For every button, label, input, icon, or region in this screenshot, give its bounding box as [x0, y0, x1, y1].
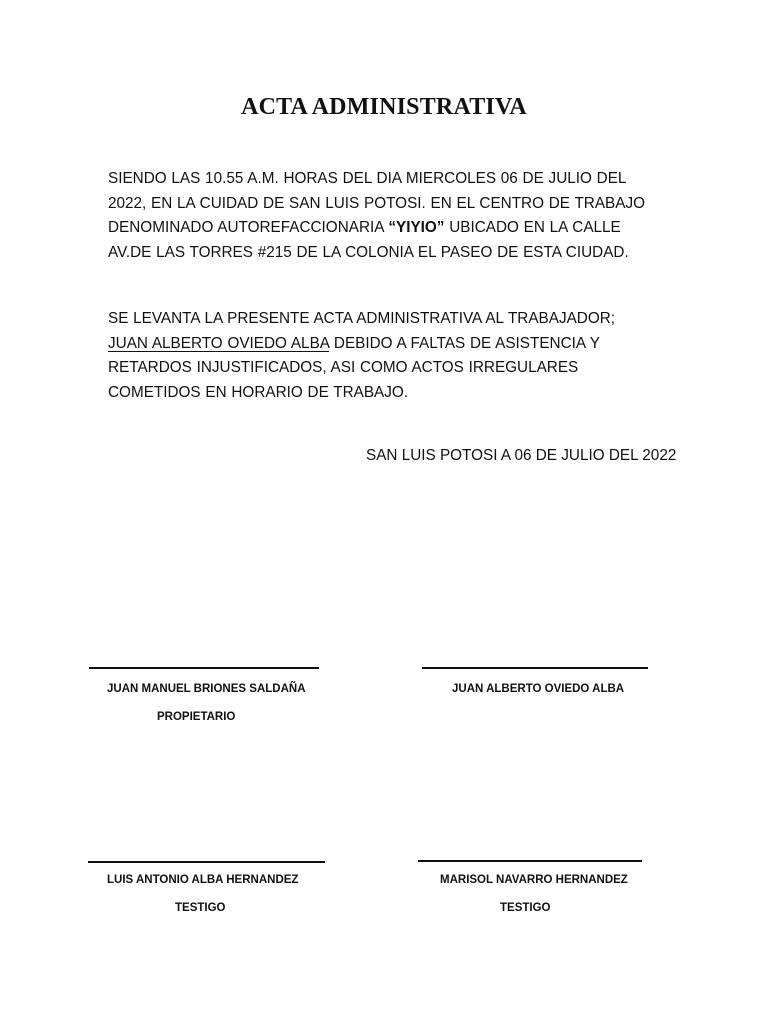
signer-name-worker: JUAN ALBERTO OVIEDO ALBA [452, 683, 625, 695]
paragraph-location-text-end: UBICADO EN LA CALLE AV.DE LAS TORRES #215 DE LA COLONIA EL PASEO DE ESTA CIUDAD. [108, 219, 629, 261]
document-title: ACTA ADMINISTRATIVA [241, 94, 527, 120]
signer-role-owner: PROPIETARIO [157, 711, 236, 723]
worker-name: JUAN ALBERTO OVIEDO ALBA [108, 334, 330, 352]
paragraph-reason [108, 307, 658, 405]
signature-line-owner [89, 667, 319, 669]
paragraph-reason-text-end: DEBIDO A FALTAS DE ASISTENCIA Y RETARDOS INJUSTIFICADOS, ASI COMO ACTOS IRREGULARES COMETIDOS EN HORARIO DE TRABAJO. [108, 334, 600, 401]
signer-name-owner: JUAN MANUEL BRIONES SALDAÑA [107, 683, 306, 695]
business-name: “YIYIO” [388, 219, 445, 236]
place-and-date: SAN LUIS POTOSI A 06 DE JULIO DEL 2022 [366, 447, 677, 464]
signer-name-witness-1: LUIS ANTONIO ALBA HERNANDEZ [107, 874, 299, 886]
signature-line-witness-2 [418, 860, 642, 862]
paragraph-location-text-start: SIENDO LAS 10.55 A.M. HORAS DEL DIA MIERCOLES 06 DE JULIO DEL 2022, EN LA CUIDAD DE SAN LUIS POTOSI. EN EL CENTRO DE TRABAJO DENOMINADO AUTOREFACCIONARIA [108, 170, 646, 236]
paragraph-location [108, 167, 658, 265]
signer-role-witness-1: TESTIGO [175, 902, 226, 914]
signature-line-witness-1 [88, 861, 325, 863]
signer-role-witness-2: TESTIGO [500, 902, 551, 914]
paragraph-reason-text-start: SE LEVANTA LA PRESENTE ACTA ADMINISTRATIVA AL TRABAJADOR; [108, 310, 616, 327]
signature-line-worker [422, 667, 648, 669]
signer-name-witness-2: MARISOL NAVARRO HERNANDEZ [440, 874, 628, 886]
